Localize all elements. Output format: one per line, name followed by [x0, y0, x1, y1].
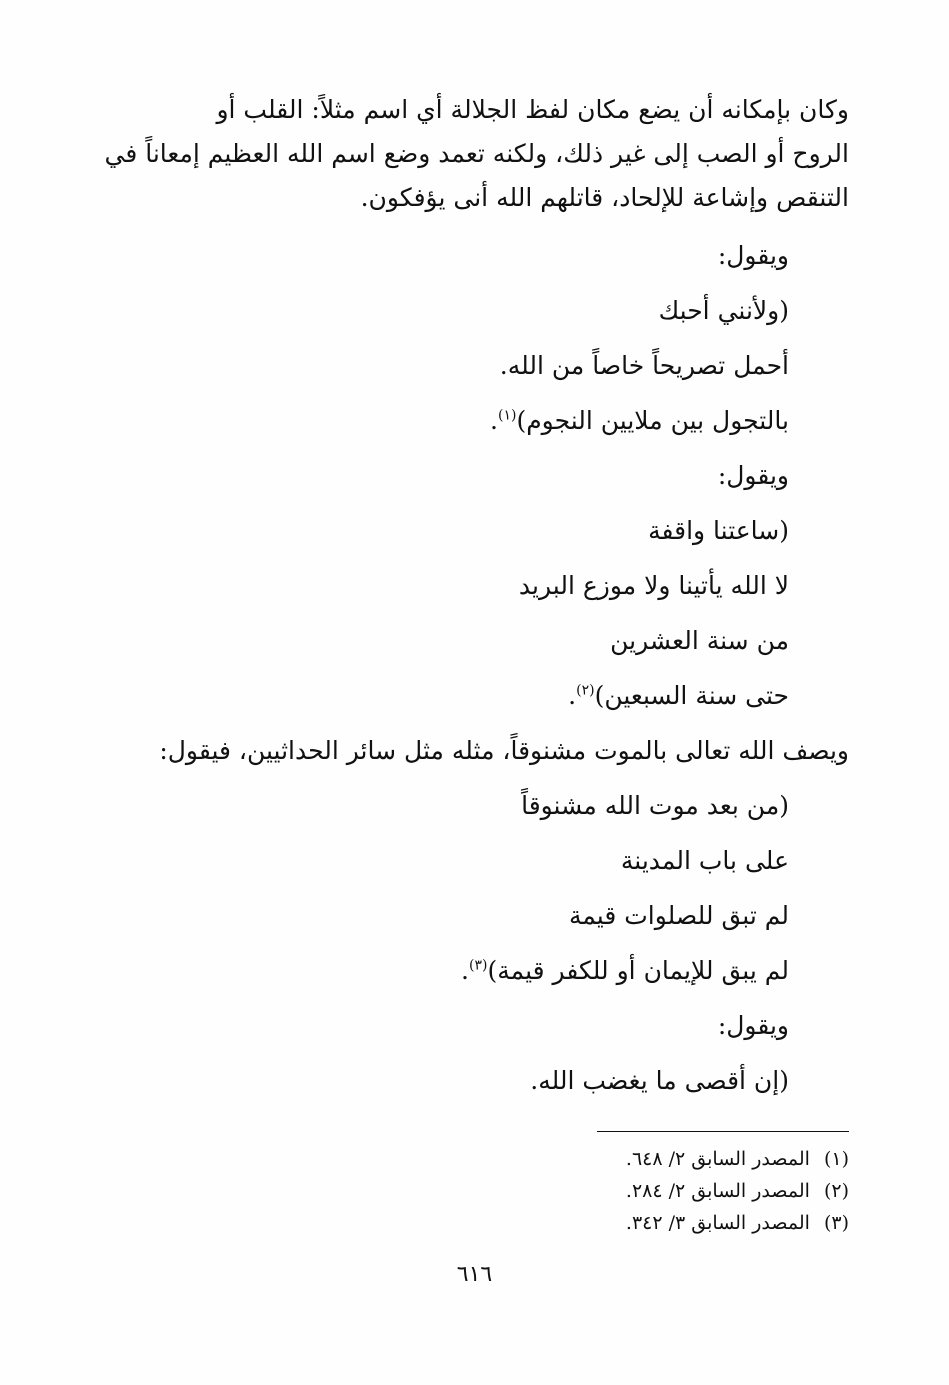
text-line: لا الله يأتينا ولا موزع البريد — [518, 571, 789, 600]
footnote-text: المصدر السابق ٢/ ٢٨٤. — [625, 1180, 810, 1202]
paragraph-line: الروح أو الصب إلى غير ذلك، ولكنه تعمد وضع اسم الله العظيم إمعاناً في — [104, 139, 849, 168]
footnote-ref: (١) — [497, 407, 517, 424]
footnote — [449, 1175, 849, 1207]
text-line: ويقول: — [717, 461, 789, 490]
opening-paragraph — [99, 88, 849, 220]
text-line: ويقول: — [717, 241, 789, 270]
footnotes — [449, 1143, 849, 1239]
footnote — [449, 1143, 849, 1175]
text-line: ويقول: — [717, 1011, 789, 1040]
footnote-ref: (٣) — [469, 957, 488, 974]
footnote-ref: (٢) — [576, 682, 595, 699]
text-line: (من بعد موت الله مشنوقاً — [521, 791, 789, 820]
text-line: لم يبق للإيمان أو للكفر قيمة)$^{(٣)}$. — [461, 956, 789, 985]
footnote-divider — [597, 1131, 849, 1132]
text-line: بالتجول بين ملايين النجوم)$^{(١)}$. — [490, 406, 789, 435]
text-line: (إن أقصى ما يغضب الله. — [530, 1066, 789, 1095]
paragraph-line: وكان بإمكانه أن يضع مكان لفظ الجلالة أي اسم مثلاً: القلب أو — [216, 95, 849, 124]
text-line: (ولأنني أحبك — [658, 296, 789, 325]
text-line: من سنة العشرين — [610, 626, 789, 655]
footnote-text: المصدر السابق ٣/ ٣٤٢. — [625, 1212, 810, 1234]
text-line: على باب المدينة — [620, 846, 789, 875]
text-line: لم تبق للصلوات قيمة — [568, 901, 789, 930]
footnote — [449, 1207, 849, 1239]
text-line: ويصف الله تعالى بالموت مشنوقاً، مثله مثل سائر الحداثيين، فيقول: — [159, 736, 849, 765]
footnote-number: (١) — [823, 1148, 849, 1170]
paragraph-line: التنقص وإشاعة للإلحاد، قاتلهم الله أنى يؤفكون. — [360, 183, 849, 212]
text-line: أحمل تصريحاً خاصاً من الله. — [499, 351, 789, 380]
text-line: حتى سنة السبعين)$^{(٢)}$. — [568, 681, 789, 710]
footnote-text: المصدر السابق ٢/ ٦٤٨. — [625, 1148, 810, 1170]
footnote-number: (٢) — [823, 1180, 849, 1202]
footnote-number: (٣) — [823, 1212, 849, 1234]
text-line: (ساعتنا واقفة — [648, 516, 789, 545]
page-number: ٦١٦ — [456, 1262, 493, 1287]
poem-lines — [89, 228, 849, 1108]
